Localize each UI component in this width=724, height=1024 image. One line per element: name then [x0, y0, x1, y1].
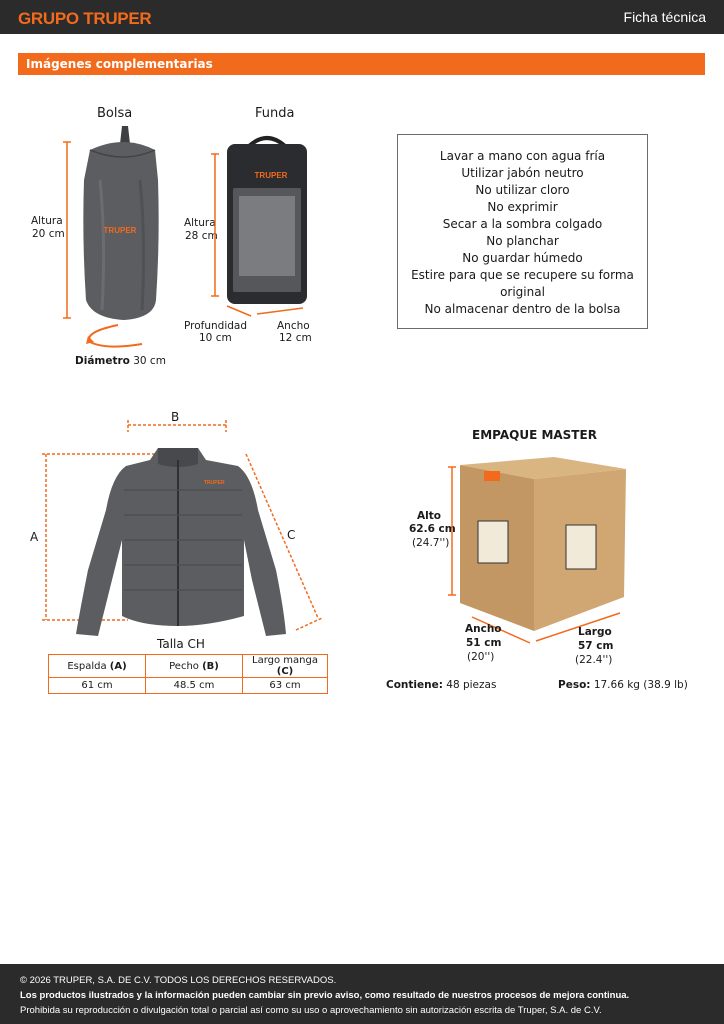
funda-profundidad-label: Profundidad [184, 320, 248, 332]
master-peso-label: Peso: [558, 679, 591, 691]
care-instructions-list [398, 148, 647, 318]
funda-brand-label: TRUPER [254, 171, 288, 180]
bolsa-altura-label: Altura [31, 215, 63, 227]
size-value-largo-manga: 63 cm [243, 678, 328, 694]
jacket-illustration [38, 420, 328, 645]
size-table [48, 654, 328, 694]
jacket-label-c: C [287, 528, 296, 542]
master-ancho-value: 51 cm [466, 637, 502, 649]
funda-altura-label: Altura [184, 217, 216, 229]
master-peso-value: 17.66 kg (38.9 lb) [590, 679, 688, 691]
size-value-espalda: 61 cm [49, 678, 146, 694]
bolsa-diametro-label: Diámetro [75, 355, 130, 367]
master-ancho-label: Ancho [465, 623, 502, 635]
funda-altura-value: 28 cm [185, 230, 218, 242]
care-item: Secar a la sombra colgado [442, 217, 603, 231]
jacket-label-a: A [30, 530, 39, 544]
care-item: Utilizar jabón neutro [461, 166, 584, 180]
top-bar [0, 0, 724, 34]
jacket-size-title: Talla CH [157, 637, 205, 651]
bolsa-brand-label: TRUPER [103, 226, 137, 235]
document-type: Ficha técnica [623, 9, 706, 25]
care-item: No guardar húmedo [462, 251, 583, 265]
funda-ancho-label: Ancho [277, 320, 310, 332]
size-value-pecho: 48.5 cm [146, 678, 243, 694]
care-item: No exprimir [487, 200, 558, 214]
care-item: Estire para que se recupere su forma [411, 268, 634, 282]
size-header-largo-manga: Largo manga (C) [243, 655, 328, 678]
bolsa-altura-value: 20 cm [32, 228, 65, 240]
care-item: Lavar a mano con agua fría [439, 149, 606, 163]
care-item: No utilizar cloro [475, 183, 570, 197]
footer-copyright: © 2026 TRUPER, S.A. DE C.V. TODOS LOS DERECHOS RESERVADOS. [20, 975, 337, 986]
funda-profundidad-value: 10 cm [199, 332, 232, 344]
footer [0, 964, 724, 1024]
size-header-pecho: Pecho (B) [146, 655, 243, 678]
footer-prohibition: Prohibida su reproducción o divulgación total o parcial así como su uso o aprovechamiento sin autorización escrita de Truper, S.A. de C.V. [20, 1005, 602, 1016]
master-contiene-value: 48 piezas [442, 679, 497, 691]
master-largo-label: Largo [578, 626, 612, 638]
master-title: EMPAQUE MASTER [472, 428, 597, 442]
jacket-brand-label: TRUPER [204, 480, 225, 486]
size-header-espalda: Espalda (A) [49, 655, 146, 678]
care-item: original [500, 285, 545, 299]
master-box-illustration [444, 455, 644, 650]
size-table-header-row [49, 655, 328, 678]
funda-ancho-value: 12 cm [279, 332, 312, 344]
care-item: No planchar [486, 234, 559, 248]
master-alto-label: Alto [417, 510, 441, 522]
jacket-label-b: B [171, 410, 180, 424]
master-largo-value: 57 cm [578, 640, 614, 652]
master-peso [558, 679, 688, 691]
master-largo-inches: (22.4'') [575, 654, 613, 666]
master-alto-inches: (24.7'') [412, 537, 450, 549]
section-title: Imágenes complementarias [26, 57, 213, 71]
care-instructions-box [397, 134, 648, 329]
brand-logo: GRUPO TRUPER [18, 9, 152, 28]
funda-title: Funda [255, 106, 295, 121]
care-item: No almacenar dentro de la bolsa [424, 302, 621, 316]
funda-illustration [205, 130, 315, 320]
section-header [18, 53, 705, 75]
master-alto-value: 62.6 cm [409, 523, 456, 535]
bolsa-diametro-value: 30 cm [133, 355, 166, 367]
master-contiene [386, 679, 496, 691]
bolsa-diametro [75, 355, 166, 367]
footer-notice: Los productos ilustrados y la información pueden cambiar sin previo aviso, como resultado de nuestros procesos de mejora continua. [20, 990, 630, 1001]
size-table-value-row [49, 678, 328, 694]
bolsa-illustration [60, 120, 180, 350]
master-ancho-inches: (20'') [467, 651, 495, 663]
bolsa-title: Bolsa [97, 106, 133, 121]
master-contiene-label: Contiene: [386, 679, 443, 691]
